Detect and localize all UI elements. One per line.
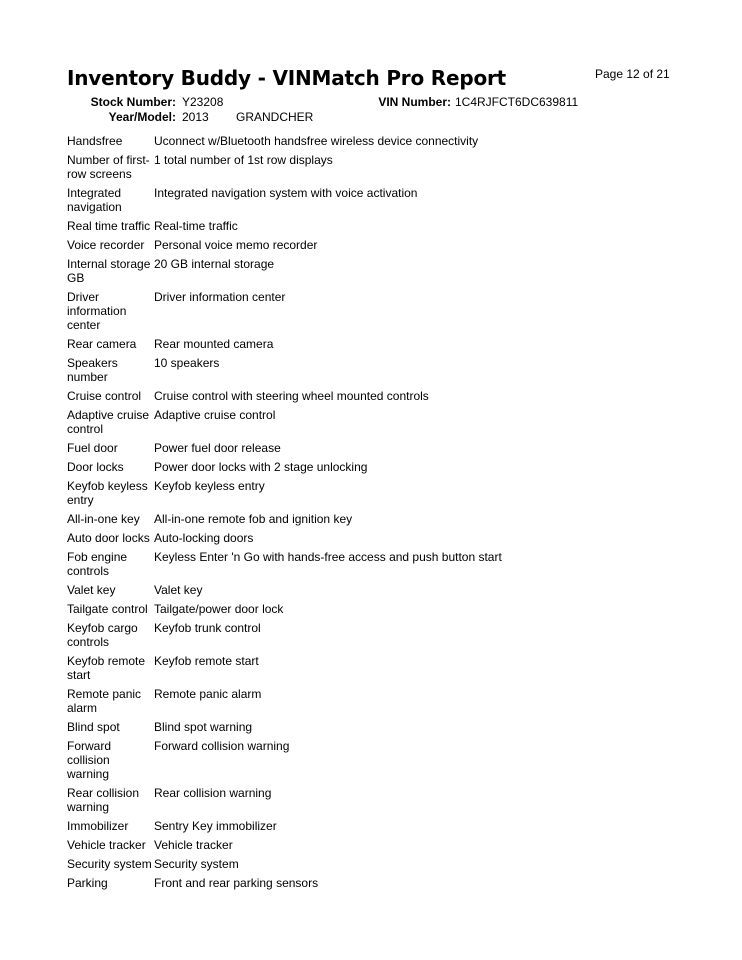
feature-value: All-in-one remote fob and ignition key bbox=[154, 512, 353, 526]
feature-row bbox=[67, 654, 687, 682]
feature-value: Remote panic alarm bbox=[154, 687, 262, 701]
feature-name: Blind spot bbox=[67, 720, 120, 734]
feature-row bbox=[67, 857, 687, 871]
feature-row bbox=[67, 238, 687, 252]
feature-name: Number of first-row screens bbox=[67, 153, 150, 181]
feature-name: Remote panic alarm bbox=[67, 687, 142, 715]
year-model-label-text: Year/Model: bbox=[108, 110, 176, 124]
stock-number-value: Y23208 bbox=[182, 95, 224, 109]
feature-value: Security system bbox=[154, 857, 239, 871]
stock-number-label-text: Stock Number: bbox=[90, 95, 176, 109]
feature-row bbox=[67, 290, 687, 332]
feature-value: 1 total number of 1st row displays bbox=[154, 153, 333, 167]
feature-name: Tailgate control bbox=[67, 602, 148, 616]
vin-number-value: 1C4RJFCT6DC639811 bbox=[455, 95, 579, 109]
feature-row bbox=[67, 441, 687, 455]
feature-name: Forward collision warning bbox=[67, 739, 112, 781]
feature-name: Keyfob keyless entry bbox=[67, 479, 148, 507]
feature-row bbox=[67, 621, 687, 649]
feature-name: Door locks bbox=[67, 460, 124, 474]
feature-row bbox=[67, 479, 687, 507]
feature-value: Auto-locking doors bbox=[154, 531, 254, 545]
feature-name: Adaptive cruise control bbox=[67, 408, 150, 436]
feature-value: Real-time traffic bbox=[154, 219, 238, 233]
feature-value: Blind spot warning bbox=[154, 720, 253, 734]
feature-value: Keyfob trunk control bbox=[154, 621, 261, 635]
feature-value: Tailgate/power door lock bbox=[154, 602, 284, 616]
report-title: Inventory Buddy - VINMatch Pro Report bbox=[67, 66, 507, 90]
feature-row bbox=[67, 602, 687, 616]
feature-value: Uconnect w/Bluetooth handsfree wireless device connectivity bbox=[154, 134, 479, 148]
feature-row bbox=[67, 838, 687, 852]
feature-name: Rear camera bbox=[67, 337, 137, 351]
feature-value: 20 GB internal storage bbox=[154, 257, 275, 271]
feature-value: Integrated navigation system with voice activation bbox=[154, 186, 418, 200]
page-number: Page 12 of 21 bbox=[595, 67, 670, 81]
feature-value: Forward collision warning bbox=[154, 739, 290, 753]
feature-name: Parking bbox=[67, 876, 108, 890]
vin-number-label bbox=[378, 95, 451, 109]
feature-value: Vehicle tracker bbox=[154, 838, 233, 852]
feature-value: Front and rear parking sensors bbox=[154, 876, 319, 890]
feature-name: Speakers number bbox=[67, 356, 118, 384]
feature-name: Immobilizer bbox=[67, 819, 129, 833]
feature-name: Auto door locks bbox=[67, 531, 150, 545]
feature-name: Fuel door bbox=[67, 441, 118, 455]
feature-name: Cruise control bbox=[67, 389, 142, 403]
feature-row bbox=[67, 460, 687, 474]
stock-number-label bbox=[91, 95, 176, 109]
feature-name: Integrated navigation bbox=[67, 186, 122, 214]
model-value: GRANDCHER bbox=[236, 110, 314, 124]
feature-row bbox=[67, 512, 687, 526]
feature-row bbox=[67, 257, 687, 285]
feature-value: Keyfob keyless entry bbox=[154, 479, 265, 493]
feature-name: Keyfob cargo controls bbox=[67, 621, 138, 649]
feature-row bbox=[67, 356, 687, 384]
feature-row bbox=[67, 550, 687, 578]
feature-row bbox=[67, 876, 687, 890]
feature-row bbox=[67, 389, 687, 403]
feature-name: Keyfob remote start bbox=[67, 654, 146, 682]
feature-row bbox=[67, 153, 687, 181]
feature-value: Rear mounted camera bbox=[154, 337, 274, 351]
feature-value: Cruise control with steering wheel mounted controls bbox=[154, 389, 429, 403]
year-value: 2013 bbox=[182, 110, 209, 124]
feature-value: Power fuel door release bbox=[154, 441, 281, 455]
feature-row bbox=[67, 739, 687, 781]
feature-list bbox=[67, 134, 687, 895]
feature-row bbox=[67, 134, 687, 148]
feature-name: Vehicle tracker bbox=[67, 838, 146, 852]
feature-name: Real time traffic bbox=[67, 219, 151, 233]
feature-value: Keyless Enter 'n Go with hands-free access and push button start bbox=[154, 550, 502, 564]
feature-value: Valet key bbox=[154, 583, 203, 597]
feature-name: Rear collision warning bbox=[67, 786, 140, 814]
feature-row bbox=[67, 819, 687, 833]
year-model-label bbox=[109, 110, 176, 124]
feature-name: Handsfree bbox=[67, 134, 123, 148]
feature-value: Driver information center bbox=[154, 290, 286, 304]
feature-name: Driver information center bbox=[67, 290, 127, 332]
feature-name: Valet key bbox=[67, 583, 116, 597]
feature-value: 10 speakers bbox=[154, 356, 220, 370]
feature-value: Adaptive cruise control bbox=[154, 408, 276, 422]
feature-value: Power door locks with 2 stage unlocking bbox=[154, 460, 368, 474]
feature-row bbox=[67, 720, 687, 734]
vin-number-label-text: VIN Number: bbox=[378, 95, 451, 109]
feature-name: Voice recorder bbox=[67, 238, 145, 252]
feature-row bbox=[67, 531, 687, 545]
feature-row bbox=[67, 583, 687, 597]
feature-value: Personal voice memo recorder bbox=[154, 238, 318, 252]
feature-row bbox=[67, 219, 687, 233]
feature-name: Security system bbox=[67, 857, 152, 871]
feature-value: Keyfob remote start bbox=[154, 654, 259, 668]
feature-row bbox=[67, 186, 687, 214]
feature-row bbox=[67, 337, 687, 351]
feature-value: Rear collision warning bbox=[154, 786, 272, 800]
feature-name: Internal storage GB bbox=[67, 257, 151, 285]
feature-value: Sentry Key immobilizer bbox=[154, 819, 277, 833]
feature-row bbox=[67, 408, 687, 436]
feature-row bbox=[67, 786, 687, 814]
feature-name: All-in-one key bbox=[67, 512, 140, 526]
feature-name: Fob engine controls bbox=[67, 550, 128, 578]
feature-row bbox=[67, 687, 687, 715]
